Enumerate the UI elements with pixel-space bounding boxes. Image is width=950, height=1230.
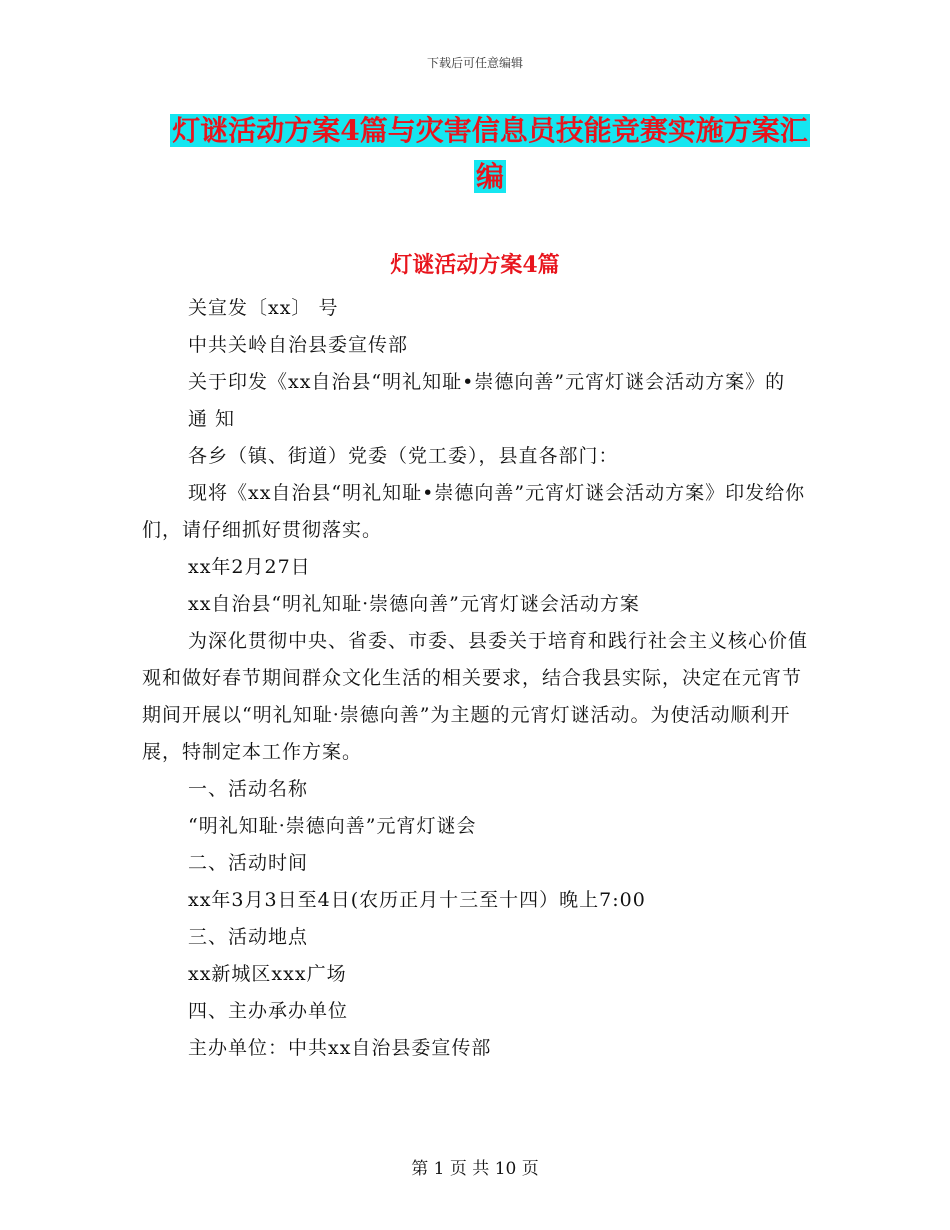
paragraph-recipients: 各乡（镇、街道）党委（党工委），县直各部门： (188, 445, 619, 467)
paragraph-organizer: 主办单位：中共xx自治县委宣传部 (188, 1037, 492, 1059)
paragraph-plan-title: xx自治县“明礼知耻·崇德向善”元宵灯谜会活动方案 (188, 593, 640, 615)
paragraph-section-2: 二、活动时间 (188, 852, 309, 874)
page-footer: 第 1 页 共 10 页 (411, 1159, 539, 1179)
paragraph-activity-name: “明礼知耻·崇德向善”元宵灯谜会 (188, 815, 477, 837)
paragraph-purpose: 为深化贯彻中央、省委、市委、县委关于培育和践行社会主义核心价值观和做好春节期间群众文化生活的相关要求，结合我县实际，决定在元宵节期间开展以“明礼知耻·崇德向善”为主题的元宵灯谜活动。为使活动顺利开展，特制定本工作方案。 (142, 630, 809, 763)
document-title-line2: 编 (475, 160, 504, 193)
document-title-line1: 灯谜活动方案4篇与灾害信息员技能竞赛实施方案汇 (172, 114, 808, 147)
paragraph-instruction: 现将《xx自治县“明礼知耻•崇德向善”元宵灯谜会活动方案》印发给你们，请仔细抓好贯彻落实。 (142, 482, 806, 541)
section-title: 灯谜活动方案4篇 (390, 252, 560, 278)
header-note: 下载后可任意编辑 (426, 56, 523, 70)
paragraph-activity-time: xx年3月3日至4日(农历正月十三至十四）晚上7:00 (188, 889, 646, 911)
paragraph-section-4: 四、主办承办单位 (188, 1000, 349, 1022)
document-title (160, 108, 820, 200)
paragraph-date: xx年2月27日 (188, 556, 311, 578)
paragraph-section-1: 一、活动名称 (188, 778, 309, 800)
paragraph-section-3: 三、活动地点 (188, 926, 309, 948)
paragraph-activity-location: xx新城区xxx广场 (188, 963, 347, 985)
document-body (142, 290, 814, 1067)
paragraph-doc-number: 关宣发〔xx〕 号 (188, 297, 339, 319)
paragraph-notice-heading: 通 知 (188, 408, 236, 430)
paragraph-notice-subject: 关于印发《xx自治县“明礼知耻•崇德向善”元宵灯谜会活动方案》的 (188, 371, 786, 393)
paragraph-issuer: 中共关岭自治县委宣传部 (188, 334, 409, 356)
